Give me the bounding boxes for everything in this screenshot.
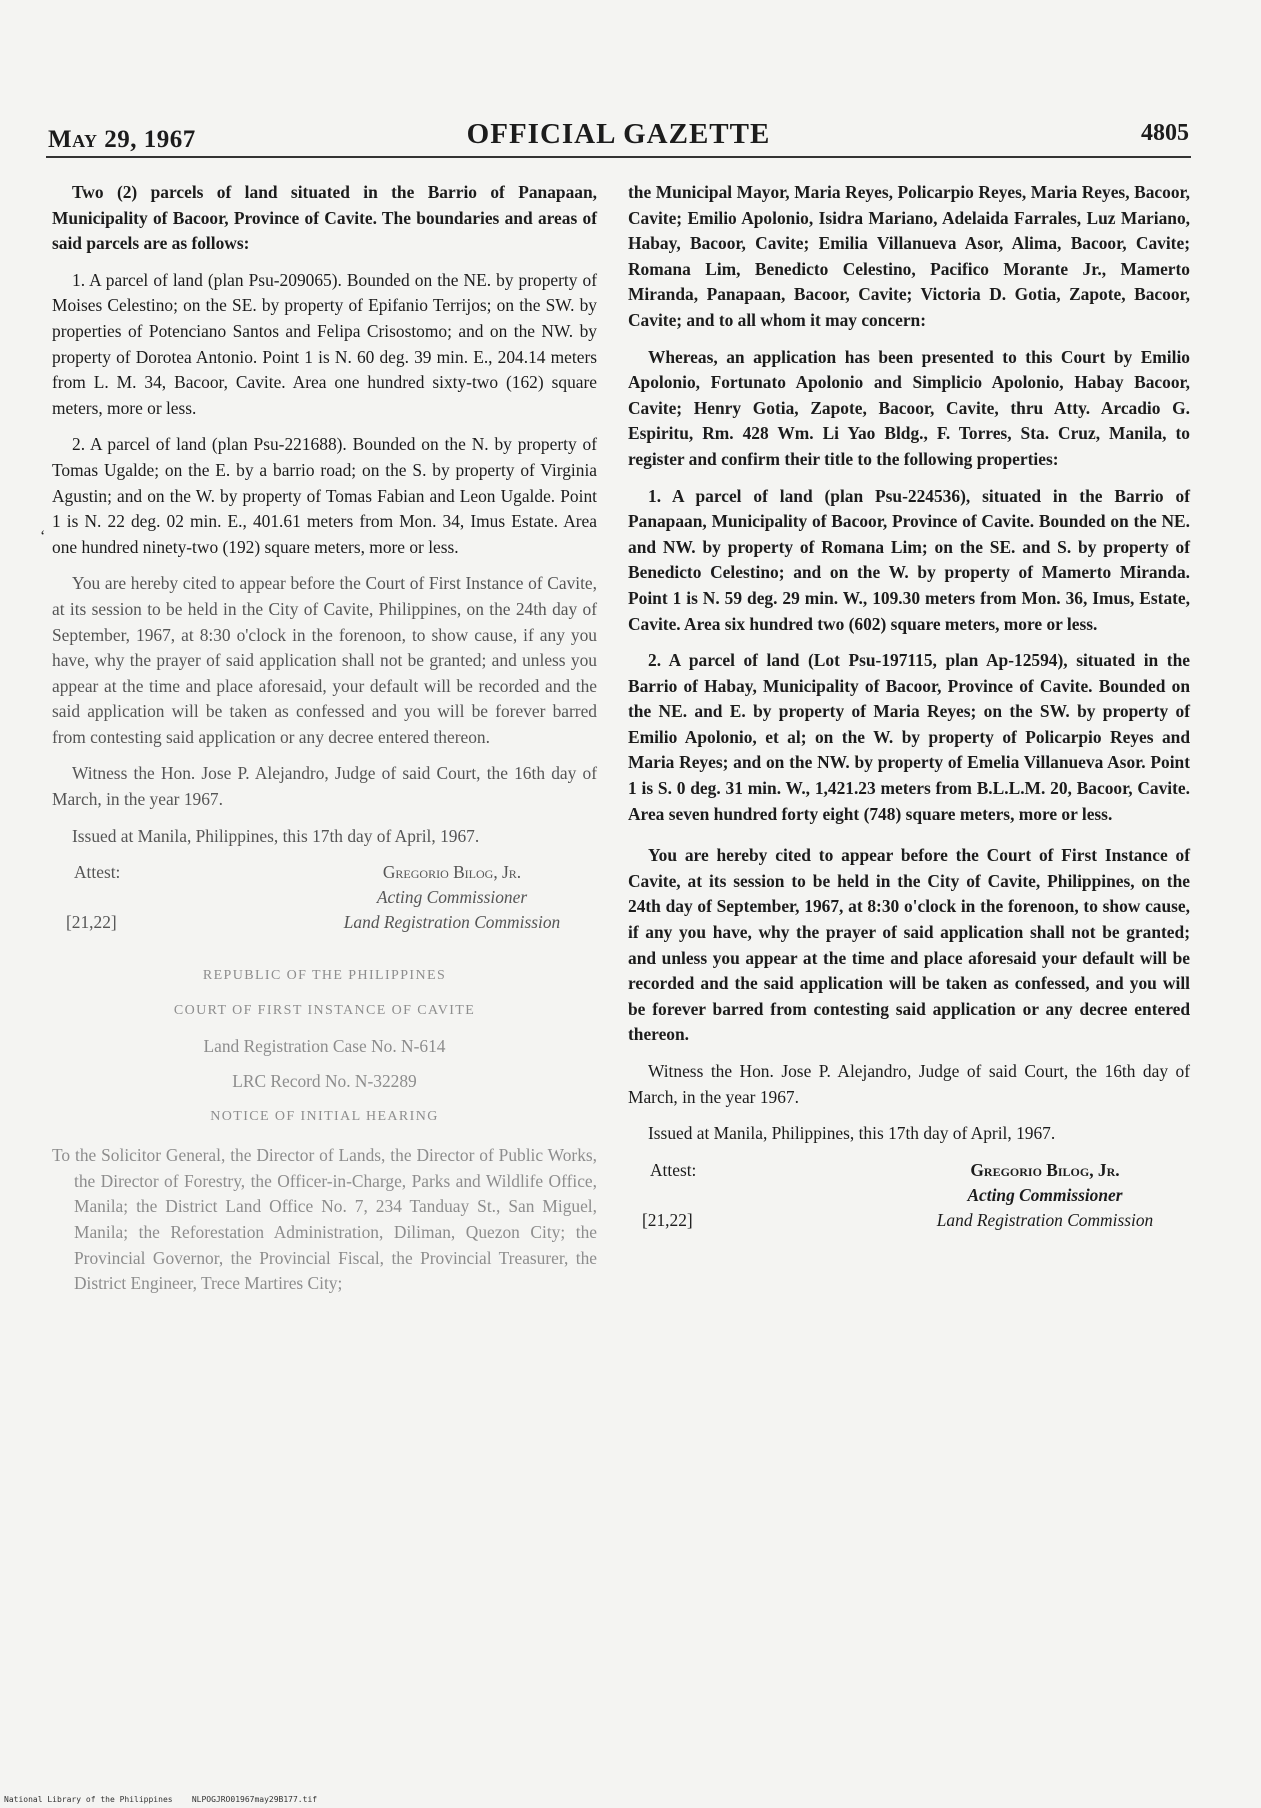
page-number: 4805 (1141, 120, 1189, 146)
issue-reference: [21,22] (642, 1209, 693, 1230)
left-witness: Witness the Hon. Jose P. Alejandro, Judge of said Court, the 16th day of March, in the year 1967. (52, 763, 597, 810)
issue-reference: [21,22] (66, 912, 117, 933)
header-rule (46, 156, 1191, 158)
right-column (628, 180, 1190, 1262)
signatory-title: Acting Commissioner (967, 1184, 1123, 1205)
case-number: Land Registration Case No. N-614 (203, 1036, 446, 1057)
notice-heading (52, 964, 597, 1129)
issue-date: May 29, 1967 (48, 126, 196, 153)
page-header (46, 112, 1191, 152)
parcels-intro: Two (2) parcels of land situated in the Barrio of Panapaan, Municipality of Bacoor, Province of Cavite. The boundaries and areas of said parcels are as follows: (52, 182, 597, 254)
signatory-office: Land Registration Commission (343, 912, 561, 933)
addressees-continued: the Municipal Mayor, Maria Reyes, Policarpio Reyes, Maria Reyes, Bacoor, Cavite; Emilio Apolonio, Isidra Mariano, Adelaida Farrales, Luz Mariano, Habay, Bacoor, Cavite; Emilia Villanueva Asor, Alima, Bacoor, Cavite; Romana Lim, Benedicto Celestino, Pacifico Morante Jr., Mamerto Miranda, Panapaan, Bacoor, Cavite; Victoria D. Gotia, Zapote, Bacoor, Cavite; and to all whom it may concern: (628, 182, 1190, 330)
left-column (52, 180, 597, 1308)
attest-label: Attest: (74, 862, 121, 883)
right-parcel-2: 2. A parcel of land (Lot Psu-197115, plan Ap-12594), situated in the Barrio of Habay, Municipality of Bacoor, Province of Cavite. Bounded on the NE. and E. by property of Maria Reyes; on the SW. by property of Emilio Apolonio, et al; on the W. by property of Policarpio Reyes and Maria Reyes; and on the NW. by property of Emelia Villanueva Asor. Point 1 is S. 0 deg. 31 min. W., 1,421.23 meters from B.L.L.M. 20, Bacoor, Cavite. Area seven hundred forty eight (748) square meters, more or less. (628, 650, 1190, 824)
addressees-list: To the Solicitor General, the Director of Lands, the Director of Public Works, the Director of Forestry, the Officer-in-Charge, Parks and Wildlife Office, Manila; the District Land Office No. 7, 234 Tanduay St., San Miguel, Manila; the Reforestation Administration, Diliman, Quezon City; the Provincial Governor, the Provincial Fiscal, the Provincial Treasurer, the District Engineer, Trece Martires City; (52, 1145, 597, 1294)
notice-court: COURT OF FIRST INSTANCE OF CAVITE (173, 1003, 476, 1019)
signatory-name: Gregorio Bilog, Jr. (970, 1159, 1120, 1180)
notice-title: NOTICE OF INITIAL HEARING (210, 1109, 439, 1125)
left-citation: You are hereby cited to appear before the Court of First Instance of Cavite, at its session to be held in the City of Cavite, Philippines, on the 24th day of September, 1967, at 8:30 o'clock in the forenoon, to show cause, if any you have, why the prayer of said application shall not be granted; and unless you appear at the time and place aforesaid, your default will be recorded and the said application will be taken as confessed and you will be forever barred from contesting said application or any decree entered thereon. (52, 573, 597, 747)
whereas-paragraph: Whereas, an application has been presented to this Court by Emilio Apolonio, Fortunato Apolonio and Simplicio Apolonio, Habay Bacoor, Cavite; Henry Gotia, Zapote, Bacoor, Cavite, thru Atty. Arcadio G. Espiritu, Rm. 428 Wm. Li Yao Bldg., F. Torres, Sta. Cruz, Manila, to register and confirm their title to the following properties: (628, 346, 1190, 469)
lrc-record: LRC Record No. N-32289 (232, 1071, 417, 1092)
left-parcel-2: 2. A parcel of land (plan Psu-221688). Bounded on the N. by property of Tomas Ugalde; on the E. by a barrio road; on the S. by property of Virginia Agustin; and on the W. by property of Tomas Fabian and Leon Ugalde. Point 1 is N. 22 deg. 02 min. E., 401.61 meters from Mon. 34, Imus Estate. Area one hundred ninety-two (192) square meters, more or less. (52, 434, 597, 557)
scan-filename: NLPOGJRO01967may29B177.tif (191, 1795, 318, 1804)
left-signature-block (52, 860, 597, 942)
notice-republic: REPUBLIC OF THE PHILIPPINES (202, 968, 447, 984)
right-signature-block (628, 1158, 1190, 1240)
margin-mark: ‘ (40, 528, 46, 545)
attest-label: Attest: (650, 1159, 697, 1180)
publication-title: OFFICIAL GAZETTE (466, 118, 771, 150)
scan-footer (4, 1795, 317, 1804)
library-name: National Library of the Philippines (4, 1795, 173, 1804)
left-issued: Issued at Manila, Philippines, this 17th day of April, 1967. (72, 825, 480, 846)
signatory-office: Land Registration Commission (936, 1209, 1154, 1230)
right-citation: You are hereby cited to appear before the Court of First Instance of Cavite, at its session to be held in the City of Cavite, Philippines, on the 24th day of September, 1967, at 8:30 o'clock in the forenoon, to show cause, if any you have, why the prayer of said application shall not be granted; and unless you appear at the time and place aforesaid your default will be recorded and the said application will be taken as confessed, and you will be forever barred from contesting said application or any decree entered thereon. (628, 845, 1190, 1045)
right-witness: Witness the Hon. Jose P. Alejandro, Judge of said Court, the 16th day of March, in the year 1967. (628, 1061, 1190, 1107)
signatory-block (910, 1158, 1180, 1233)
signatory-title: Acting Commissioner (376, 887, 528, 908)
right-issued: Issued at Manila, Philippines, this 17th day of April, 1967. (648, 1123, 1056, 1144)
signatory-name: Gregorio Bilog, Jr. (382, 862, 522, 883)
signatory-block (317, 860, 587, 935)
left-parcel-1: 1. A parcel of land (plan Psu-209065). Bounded on the NE. by property of Moises Celestino; on the SE. by property of Epifanio Terrijos; on the SW. by properties of Potenciano Santos and Felipa Crisostomo; and on the NW. by property of Dorotea Antonio. Point 1 is N. 60 deg. 39 min. E., 204.14 meters from L. M. 34, Bacoor, Cavite. Area one hundred sixty-two (162) square meters, more or less. (52, 269, 597, 418)
right-parcel-1: 1. A parcel of land (plan Psu-224536), situated in the Barrio of Panapaan, Municipality of Bacoor, Province of Cavite. Bounded on the NE. and NW. by property of Romana Lim; on the SE. and S. by property of Benedicto Celestino; and on the W. by property of Mamerto Miranda. Point 1 is N. 59 deg. 29 min. W., 109.30 meters from Mon. 36, Imus, Estate, Cavite. Area six hundred two (602) square meters, more or less. (628, 485, 1190, 634)
